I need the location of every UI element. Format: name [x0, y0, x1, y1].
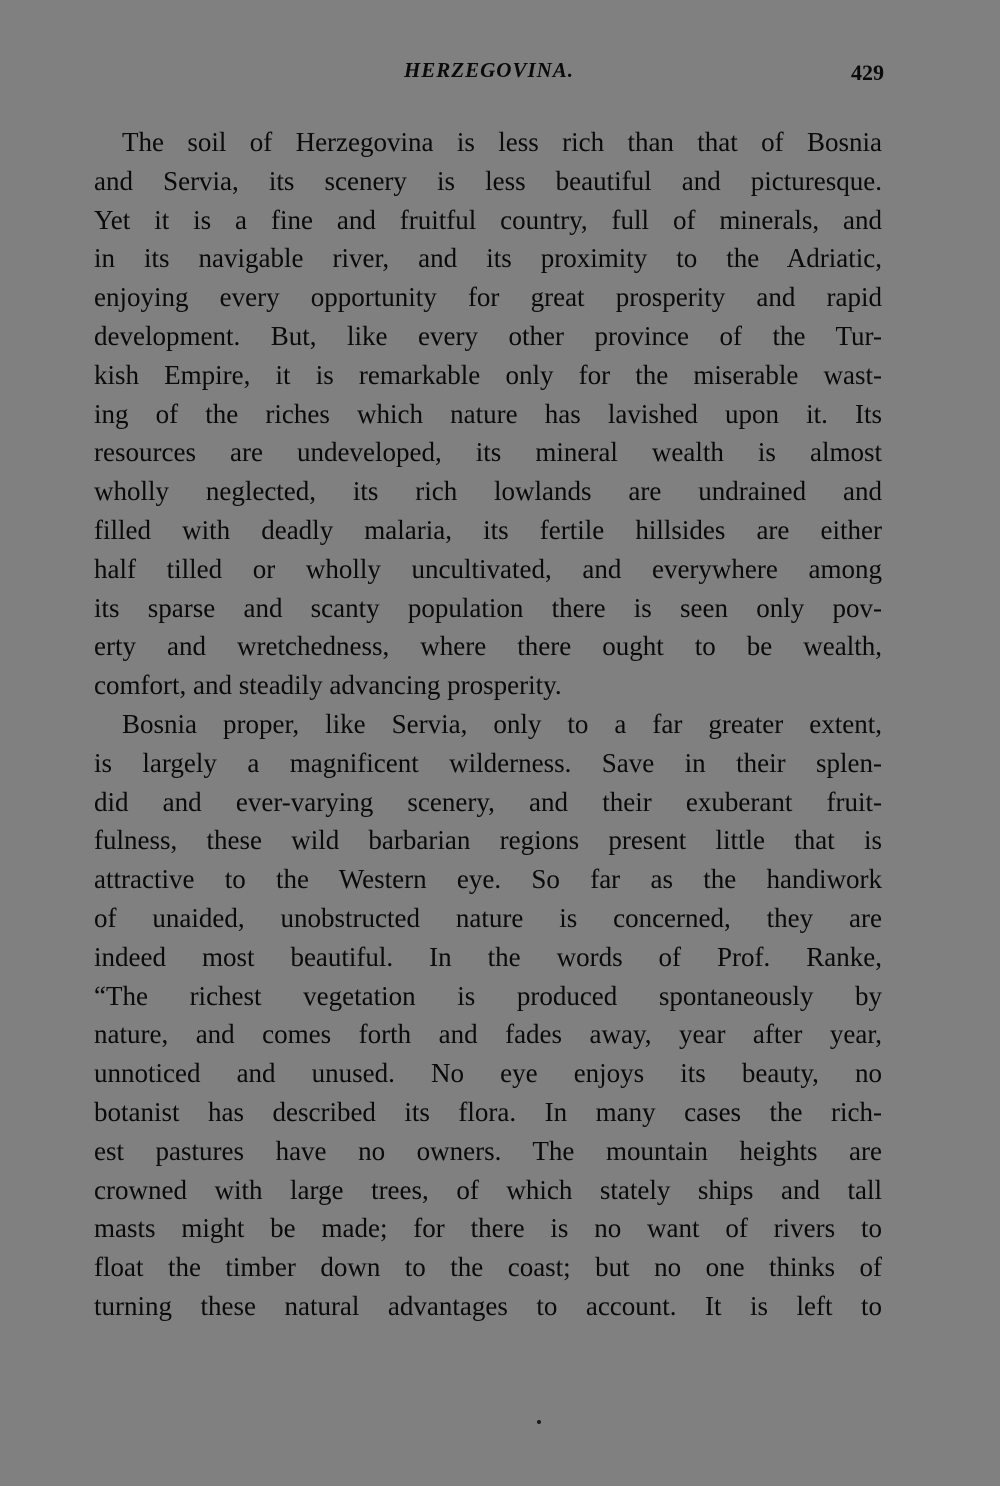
text-line: is largely a magnificent wilderness. Save in their splen- [94, 747, 882, 778]
text-line: “The richest vegetation is produced spontaneously by [94, 980, 882, 1011]
text-line: float the timber down to the coast; but no one thinks of [94, 1252, 882, 1283]
text-line: masts might be made; for there is no want of rivers to [94, 1213, 882, 1244]
text-line: of unaided, unobstructed nature is concerned, they are [94, 902, 882, 933]
text-line: crowned with large trees, of which stately ships and tall [94, 1174, 882, 1205]
text-line: The soil of Herzegovina is less rich than that of Bosnia [122, 127, 882, 157]
text-line: enjoying every opportunity for great prosperity and rapid [94, 282, 882, 313]
text-line: botanist has described its flora. In many cases the rich- [94, 1096, 882, 1127]
page-number: 429 [851, 60, 884, 85]
text-line: fulness, these wild barbarian regions present little that is [94, 825, 882, 856]
text-line: indeed most beautiful. In the words of Prof. Ranke, [94, 941, 882, 972]
running-title: HERZEGOVINA. [403, 58, 575, 82]
paragraph-1 [94, 123, 882, 705]
text-line: erty and wretchedness, where there ought to be wealth, [94, 631, 882, 662]
paragraph-2 [94, 705, 882, 1326]
text-line: its sparse and scanty population there is seen only pov- [94, 592, 882, 623]
print-speck [537, 1420, 541, 1424]
text-line: ing of the riches which nature has lavished upon it. Its [94, 398, 882, 429]
text-line: unnoticed and unused. No eye enjoys its beauty, no [94, 1058, 882, 1089]
text-line: turning these natural advantages to account. It is left to [94, 1290, 882, 1321]
text-line: Yet it is a fine and fruitful country, full of minerals, and [94, 204, 882, 235]
text-line: kish Empire, it is remarkable only for the miserable wast- [94, 359, 882, 390]
body-text [94, 123, 882, 1326]
text-line: half tilled or wholly uncultivated, and everywhere among [94, 553, 882, 584]
text-line: attractive to the Western eye. So far as the handiwork [94, 864, 882, 895]
text-line: in its navigable river, and its proximity to the Adriatic, [94, 243, 882, 274]
text-line: resources are undeveloped, its mineral wealth is almost [94, 437, 882, 468]
text-line: filled with deadly malaria, its fertile hillsides are either [94, 514, 882, 545]
text-line: did and ever-varying scenery, and their exuberant fruit- [94, 786, 882, 817]
running-head [94, 58, 884, 94]
text-line: development. But, like every other province of the Tur- [94, 320, 882, 351]
text-line: est pastures have no owners. The mountain heights are [94, 1135, 882, 1166]
text-line: comfort, and steadily advancing prosperity. [94, 670, 562, 701]
text-line: nature, and comes forth and fades away, year after year, [94, 1019, 882, 1050]
text-line: wholly neglected, its rich lowlands are undrained and [94, 476, 882, 507]
text-line: and Servia, its scenery is less beautiful and picturesque. [94, 165, 882, 196]
text-line: Bosnia proper, like Servia, only to a far greater extent, [122, 708, 882, 739]
